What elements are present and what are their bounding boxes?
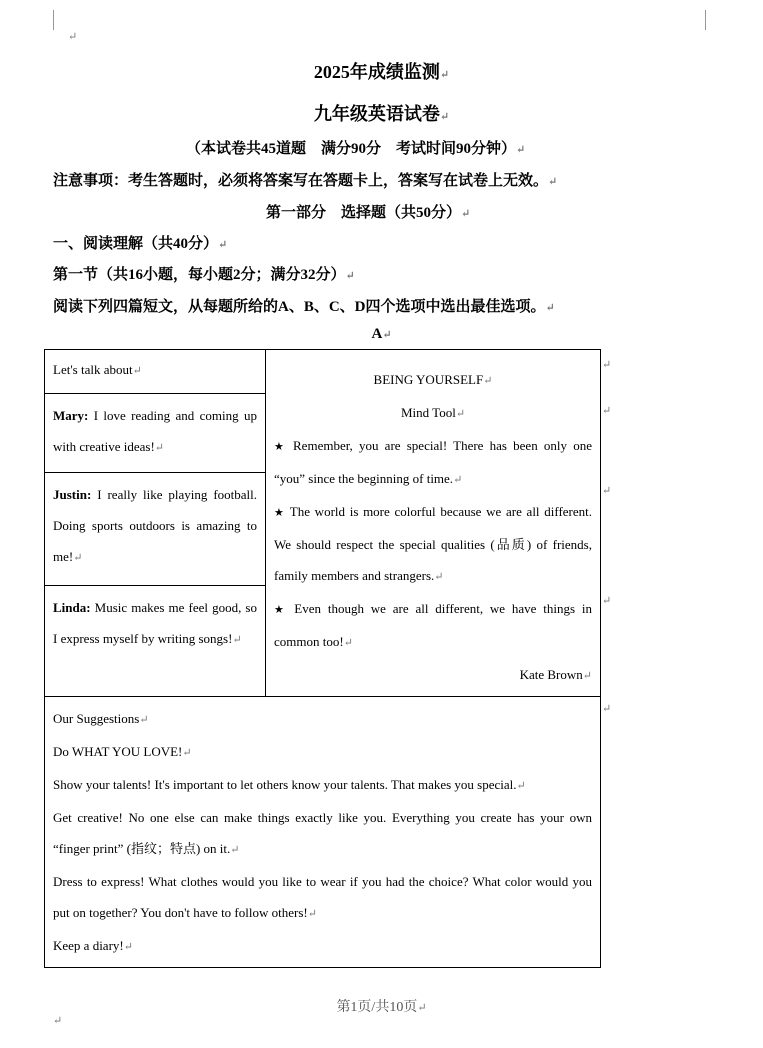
exam-subtitle: 九年级英语试卷↵ — [313, 104, 450, 124]
notice: 注意事项：考生答题时，必须将答案写在答题卡上，答案写在试卷上无效。↵ — [53, 173, 558, 189]
suggestions-heading: Our Suggestions↵ — [53, 711, 149, 726]
tip-item: ★ The world is more colorful because we are all different. We should respect the special qualities (品质) of friends, family members and strangers.↵ — [274, 504, 593, 583]
row-end-mark: ↵ — [602, 485, 612, 497]
lets-talk-cell: Let's talk about↵ — [45, 350, 266, 394]
tip-item: ★ Even though we are all different, we have things in common too!↵ — [274, 601, 593, 649]
person-justin-cell: Justin: I really like playing football. Doing sports outdoors is amazing to me!↵ — [45, 473, 266, 585]
suggestions-cell — [45, 697, 601, 968]
person-linda-cell: Linda: Music makes me feel good, so I express myself by writing songs!↵ — [45, 585, 266, 696]
crop-mark-right — [705, 10, 706, 30]
suggestion-line: Dress to express! What clothes would you like to wear if you had the choice? What color would you put on together? You don't have to follow others!↵ — [53, 874, 592, 920]
row-end-mark: ↵ — [602, 359, 612, 371]
part-heading: 第一部分 选择题（共50分）↵ — [266, 205, 471, 221]
page-footer: 第1页/共10页↵ — [336, 1000, 427, 1015]
passage-label: A↵ — [371, 326, 392, 342]
suggestion-line: Do WHAT YOU LOVE!↵ — [53, 744, 192, 759]
row-end-mark: ↵ — [602, 703, 612, 715]
person-mary-cell: Mary: I love reading and coming up with creative ideas!↵ — [45, 393, 266, 473]
paragraph-mark: ↵ — [68, 31, 78, 43]
passage-table — [44, 349, 601, 968]
instruction: 阅读下列四篇短文，从每题所给的A、B、C、D四个选项中选出最佳选项。↵ — [53, 299, 555, 315]
suggestion-line: Show your talents! It's important to let others know your talents. That makes you special.↵ — [53, 777, 526, 792]
paragraph-mark: ↵ — [53, 1015, 63, 1027]
star-icon: ★ — [274, 604, 288, 616]
exam-info: （本试卷共45道题 满分90分 考试时间90分钟）↵ — [186, 141, 526, 157]
suggestion-line: Keep a diary!↵ — [53, 938, 133, 953]
crop-mark-left — [53, 10, 54, 30]
right-subtitle: Mind Tool↵ — [400, 405, 466, 420]
star-icon: ★ — [274, 507, 286, 519]
row-end-mark: ↵ — [602, 405, 612, 417]
star-icon: ★ — [274, 441, 287, 453]
subsection-heading: 第一节（共16小题，每小题2分；满分32分）↵ — [53, 267, 355, 283]
author: Kate Brown↵ — [519, 667, 592, 682]
row-end-mark: ↵ — [602, 595, 612, 607]
section-heading: 一、阅读理解（共40分）↵ — [53, 236, 228, 252]
being-yourself-cell — [266, 350, 601, 697]
right-title: BEING YOURSELF↵ — [373, 372, 493, 387]
exam-title: 2025年成绩监测↵ — [313, 62, 450, 82]
suggestion-line: Get creative! No one else can make things exactly like you. Everything you create has your own “finger print” (指纹；特点) on it.↵ — [53, 810, 592, 856]
tip-item: ★ Remember, you are special! There has been only one “you” since the beginning of time.↵ — [274, 438, 592, 486]
